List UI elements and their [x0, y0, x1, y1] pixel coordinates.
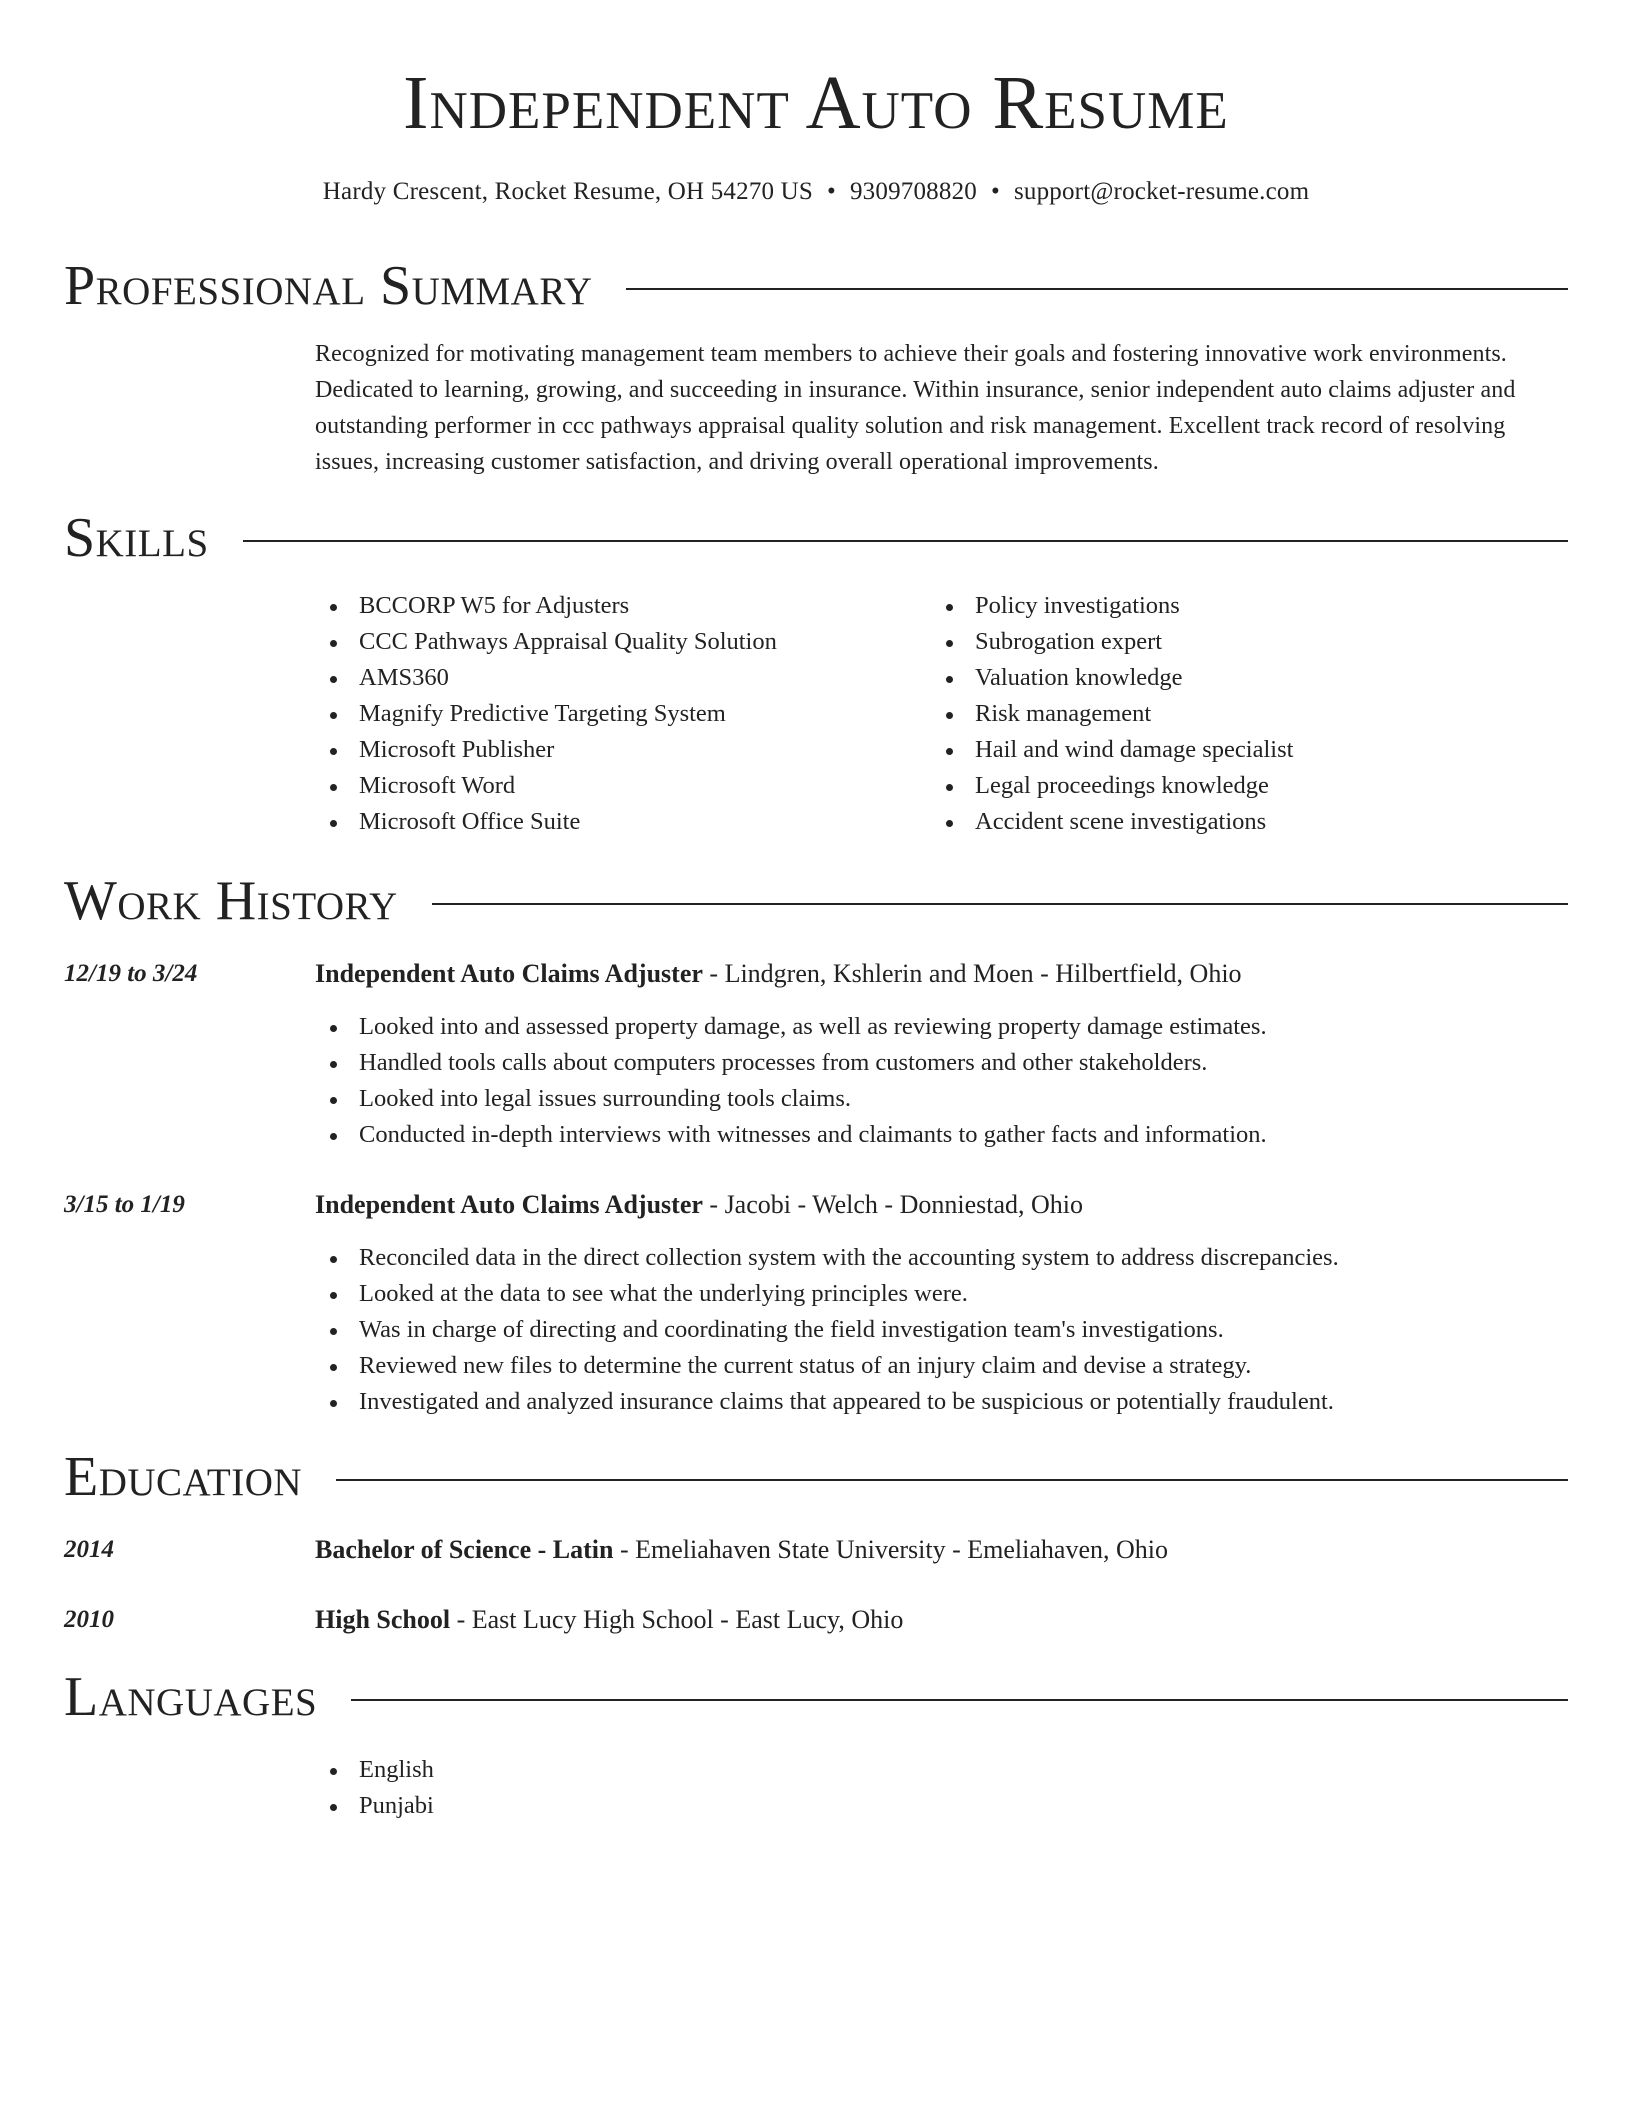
contact-phone[interactable]: 9309708820 [849, 178, 977, 205]
skill-item: Microsoft Word [315, 768, 915, 804]
language-item: English [315, 1752, 1568, 1788]
job-bullets [315, 1009, 1568, 1153]
section-header-languages [64, 1665, 1568, 1729]
job-bullet: Looked at the data to see what the underlying principles were. [315, 1276, 1568, 1312]
job-bullet: Looked into legal issues surrounding tools claims. [315, 1081, 1568, 1117]
summary-text: Recognized for motivating management team members to achieve their goals and fostering innovative work environments. Dedicated to learning, growing, and succeeding in insurance. Within insurance, senior independent auto claims adjuster and outstanding performer in ccc pathways appraisal quality solution and risk management. Excellent track record of resolving issues, increasing customer satisfaction, and driving overall operational improvements. [315, 341, 1516, 475]
section-header-education [64, 1445, 1568, 1509]
section-title: Languages [64, 1666, 318, 1728]
skill-item: Accident scene investigations [931, 804, 1531, 840]
skill-item: Microsoft Publisher [315, 732, 915, 768]
job-bullet: Investigated and analyzed insurance claims that appeared to be suspicious or potentially fraudulent. [315, 1384, 1568, 1420]
education-heading [315, 1533, 1568, 1567]
languages-list [315, 1752, 1568, 1824]
skills-list-right [931, 588, 1531, 840]
job-dates: 3/15 to 1/19 [64, 1191, 185, 1218]
job-bullet: Handled tools calls about computers processes from customers and other stakeholders. [315, 1045, 1568, 1081]
skill-item: Subrogation expert [931, 624, 1531, 660]
job-title: Independent Auto Claims Adjuster [315, 1190, 703, 1219]
resume-name: Independent Auto Resume [403, 61, 1229, 145]
job-bullet: Conducted in-depth interviews with witnesses and claimants to gather facts and information. [315, 1117, 1568, 1153]
contact-line [0, 176, 1632, 208]
education-school: - East Lucy High School - East Lucy, Ohio [450, 1605, 904, 1634]
job-bullet: Reviewed new files to determine the current status of an injury claim and devise a strategy. [315, 1348, 1568, 1384]
section-divider [351, 1699, 1568, 1701]
education-year: 2010 [64, 1606, 114, 1633]
job-bullet: Was in charge of directing and coordinating the field investigation team's investigations. [315, 1312, 1568, 1348]
education-school: - Emeliahaven State University - Emeliahaven, Ohio [613, 1535, 1168, 1564]
skill-item: Legal proceedings knowledge [931, 768, 1531, 804]
section-divider [336, 1479, 1568, 1481]
section-title: Skills [64, 507, 209, 569]
job-heading [315, 1188, 1568, 1222]
education-heading [315, 1603, 1568, 1637]
skills-list-left [315, 588, 915, 840]
section-title: Work History [64, 870, 398, 932]
contact-email[interactable]: support@rocket-resume.com [1013, 178, 1310, 205]
section-title: Education [64, 1446, 303, 1508]
job-title: Independent Auto Claims Adjuster [315, 959, 703, 988]
section-divider [243, 540, 1568, 542]
section-header-summary [64, 254, 1568, 318]
skill-item: Hail and wind damage specialist [931, 732, 1531, 768]
section-title: Professional Summary [64, 255, 593, 317]
skill-item: Risk management [931, 696, 1531, 732]
skill-item: Policy investigations [931, 588, 1531, 624]
skill-item: BCCORP W5 for Adjusters [315, 588, 915, 624]
section-divider [626, 288, 1568, 290]
skill-item: Valuation knowledge [931, 660, 1531, 696]
section-header-work-history [64, 869, 1568, 933]
job-dates: 12/19 to 3/24 [64, 960, 198, 987]
job-heading [315, 957, 1568, 991]
education-year: 2014 [64, 1536, 114, 1563]
education-degree: Bachelor of Science - Latin [315, 1535, 614, 1564]
contact-separator: • [990, 178, 1000, 205]
contact-address: Hardy Crescent, Rocket Resume, OH 54270 US [322, 178, 814, 205]
section-header-skills [64, 506, 1568, 570]
job-bullet: Reconciled data in the direct collection system with the accounting system to address discrepancies. [315, 1240, 1568, 1276]
job-employer: - Lindgren, Kshlerin and Moen - Hilbertfield, Ohio [702, 959, 1242, 988]
contact-separator: • [827, 178, 836, 205]
section-divider [432, 903, 1568, 905]
language-item: Punjabi [315, 1788, 1568, 1824]
education-degree: High School [315, 1605, 451, 1634]
skill-item: CCC Pathways Appraisal Quality Solution [315, 624, 915, 660]
skill-item: AMS360 [315, 660, 915, 696]
skill-item: Magnify Predictive Targeting System [315, 696, 915, 732]
job-bullet: Looked into and assessed property damage, as well as reviewing property damage estimates. [315, 1009, 1568, 1045]
job-employer: - Jacobi - Welch - Donniestad, Ohio [702, 1190, 1084, 1219]
skill-item: Microsoft Office Suite [315, 804, 915, 840]
job-bullets [315, 1240, 1568, 1420]
